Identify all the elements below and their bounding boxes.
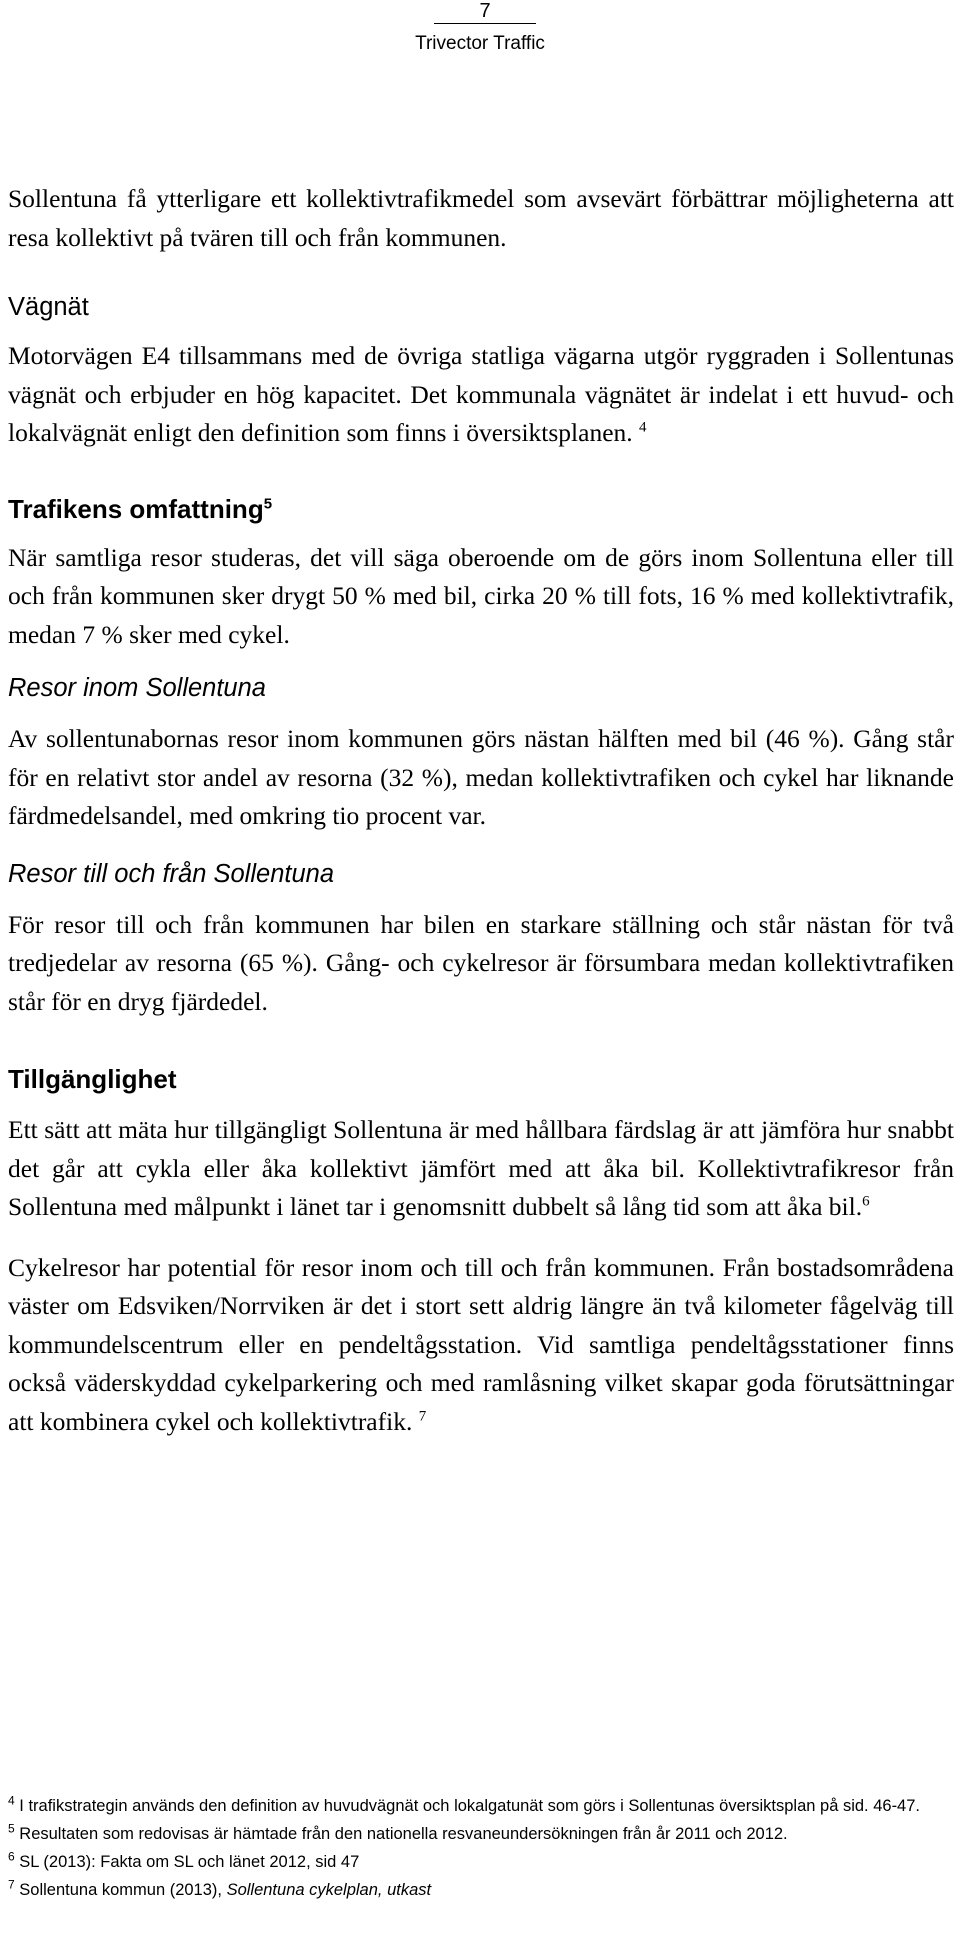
tillganglighet-text-1: Ett sätt att mäta hur tillgängligt Sollentuna är med hållbara färdslag är att jämföra hur snabbt det går att cykla eller åka kollektivt jämfört med att åka bil. Kollektivtrafikresor från Sollentuna med målpunkt i länet tar i genomsnitt dubbelt så lång tid som att åka bil. [8, 1115, 954, 1221]
heading-trafikens-text: Trafikens omfattning [8, 493, 264, 524]
footnote-5 [8, 1823, 954, 1845]
tillganglighet-paragraph-2 [8, 1249, 954, 1442]
resor-inom-paragraph [8, 720, 954, 836]
footnote-text: Sollentuna kommun (2013), [19, 1881, 227, 1899]
footnote-4 [8, 1795, 954, 1817]
footnote-number: 6 [8, 1849, 15, 1864]
footnote-text: SL (2013): Fakta om SL och länet 2012, sid 47 [19, 1853, 360, 1871]
heading-resor-till: Resor till och från Sollentuna [8, 859, 335, 888]
page-number: 7 [434, 0, 536, 24]
footnote-ref-6[interactable]: 6 [862, 1193, 870, 1210]
footnote-text: I trafikstrategin används den definition av huvudvägnät och lokalgatunät som görs i Sollentunas översiktsplan på sid. 46-47. [19, 1797, 920, 1815]
heading-vagnat: Vägnät [8, 293, 89, 321]
footnote-number: 5 [8, 1821, 15, 1836]
trafikens-text: När samtliga resor studeras, det vill säga oberoende om de görs inom Sollentuna eller till och från kommunen sker drygt 50 % med bil, cirka 20 % till fots, 16 % med kollektivtrafik, medan 7 % sker med cykel. [8, 542, 954, 649]
tillganglighet-paragraph-1 [8, 1111, 954, 1227]
vagnat-text: Motorvägen E4 tillsammans med de övriga statliga vägarna utgör ryggraden i Sollentunas vägnät och erbjuder en hög kapacitet. Det kommunala vägnätet är indelat i ett huvud- och lokalvägnät enligt den definition som finns i översiktsplanen. [8, 341, 954, 447]
footnote-number: 4 [8, 1793, 15, 1808]
intro-text: Sollentuna få ytterligare ett kollektivtrafikmedel som avsevärt förbättrar möjligheterna att resa kollektivt på tvären till och från kommunen. [8, 184, 954, 252]
heading-resor-inom: Resor inom Sollentuna [8, 674, 266, 702]
resor-inom-text: Av sollentunabornas resor inom kommunen görs nästan hälften med bil (46 %). Gång står för en relativt stor andel av resorna (32 %), medan kollektivtrafiken och cykel har liknande färdmedelsandel, med omkring tio procent var. [8, 724, 954, 830]
footnote-number: 7 [8, 1877, 15, 1892]
footnote-text: Resultaten som redovisas är hämtade från den nationella resvaneundersökningen från år 2011 och 2012. [19, 1825, 788, 1843]
footnote-7 [8, 1879, 954, 1901]
running-title: Trivector Traffic [415, 33, 545, 54]
intro-paragraph [8, 180, 954, 257]
footnote-ref-5[interactable]: 5 [263, 494, 273, 512]
footnotes [8, 1795, 954, 1907]
footnote-italic-title: Sollentuna cykelplan, utkast [226, 1881, 432, 1899]
footnote-ref-4[interactable]: 4 [639, 419, 647, 436]
trafikens-paragraph [8, 539, 954, 655]
heading-tillganglighet: Tillgänglighet [8, 1064, 177, 1094]
vagnat-paragraph [8, 337, 954, 453]
tillganglighet-text-2: Cykelresor har potential för resor inom och till och från kommunen. Från bostadsområdena väster om Edsviken/Norrviken är det i stort sett aldrig längre än två kilometer fågelväg till kommundelscentrum eller en pendeltågsstation. Vid samtliga pendeltågsstationer finns också väderskyddad cykelparkering och med ramlåsning vilket skapar goda förutsättningar att kombinera cykel och kollektivtrafik. [8, 1252, 954, 1436]
footnote-6 [8, 1851, 954, 1873]
document-body [8, 180, 954, 1441]
resor-till-text: För resor till och från kommunen har bilen en starkare ställning och står nästan för två tredjedelar av resorna (65 %). Gång- och cykelresor är försumbara medan kollektivtrafiken står för en dryg fjärdedel. [8, 909, 954, 1016]
resor-till-paragraph [8, 906, 954, 1022]
heading-trafikens-omfattning [8, 493, 954, 525]
footnote-ref-7[interactable]: 7 [418, 1408, 427, 1424]
